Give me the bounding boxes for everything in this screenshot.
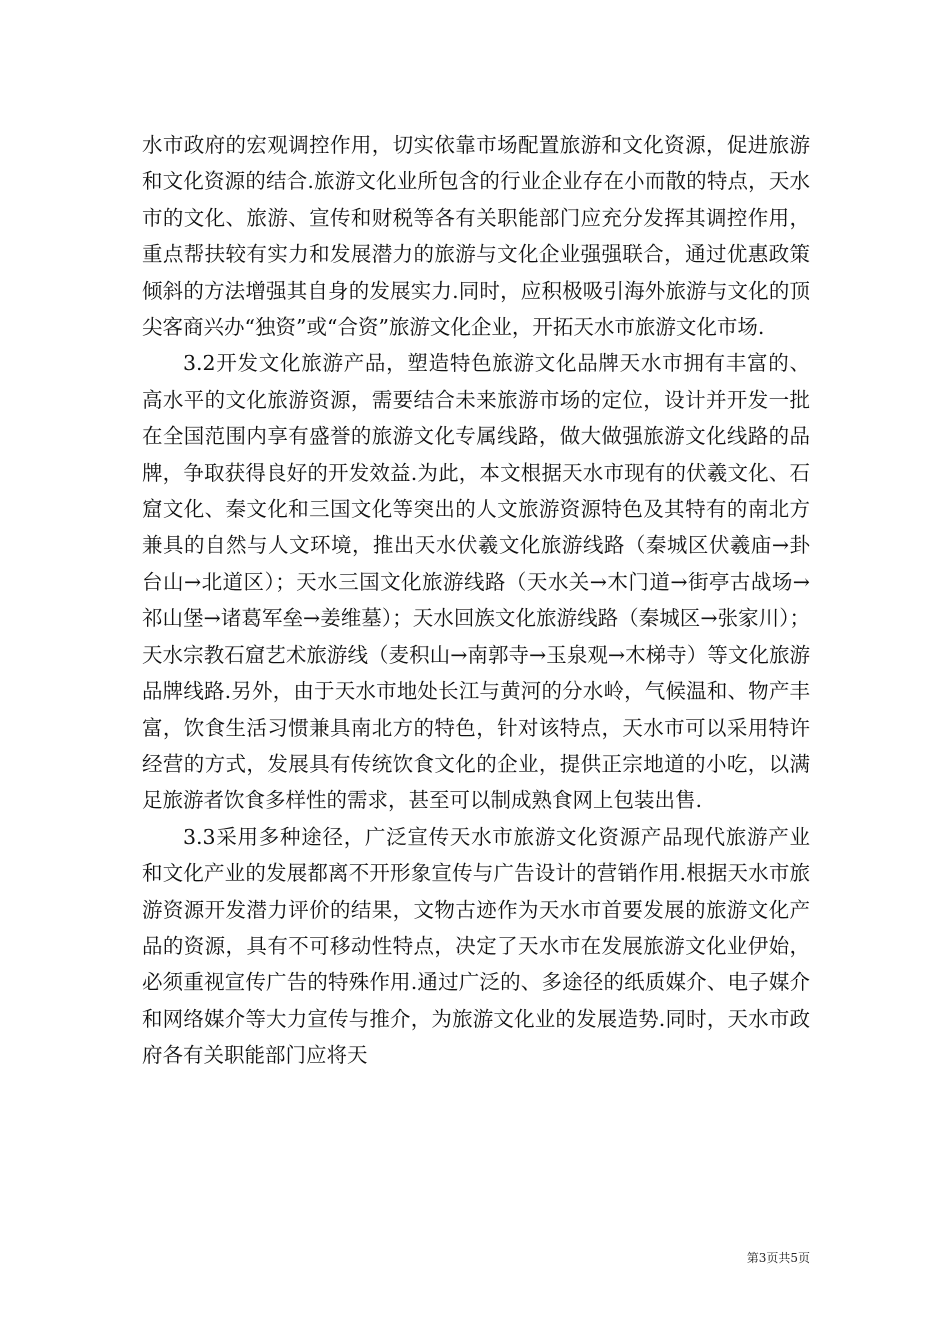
- document-body: [142, 127, 810, 1074]
- paragraph-section-3-3: 3.3采用多种途径，广泛宣传天水市旅游文化资源产品现代旅游产业和文化产业的发展都离不开形象宣传与广告设计的营销作用.根据天水市旅游资源开发潜力评价的结果，文物古迹作为天水市首要发展的旅游文化产品的资源，具有不可移动性特点，决定了天水市在发展旅游文化业伊始，必须重视宣传广告的特殊作用.通过广泛的、多途径的纸质媒介、电子媒介和网络媒介等大力宣传与推介，为旅游文化业的发展造势.同时，天水市政府各有关职能部门应将天: [142, 824, 810, 1068]
- paragraph-section-3-2: 3.2开发文化旅游产品，塑造特色旅游文化品牌天水市拥有丰富的、高水平的文化旅游资源，需要结合未来旅游市场的定位，设计并开发一批在全国范围内享有盛誉的旅游文化专属线路，做大做强旅游文化线路的品牌，争取获得良好的开发效益.为此，本文根据天水市现有的伏羲文化、石窟文化、秦文化和三国文化等突出的人文旅游资源特色及其特有的南北方兼具的自然与人文环境，推出天水伏羲文化旅游线路（秦城区伏羲庙→卦台山→北道区）；天水三国文化旅游线路（天水关→木门道→街亭古战场→祁山堡→诸葛军垒→姜维墓）；天水回族文化旅游线路（秦城区→张家川）；天水宗教石窟艺术旅游线（麦积山→南郭寺→玉泉观→木梯寺）等文化旅游品牌线路.另外，由于天水市地处长江与黄河的分水岭，气候温和、物产丰富，饮食生活习惯兼具南北方的特色，针对该特点，天水市可以采用特许经营的方式，发展具有传统饮食文化的企业，提供正宗地道的小吃，以满足旅游者饮食多样性的需求，甚至可以制成熟食网上包装出售.: [142, 351, 810, 813]
- paragraph-continuation: 水市政府的宏观调控作用，切实依靠市场配置旅游和文化资源，促进旅游和文化资源的结合.旅游文化业所包含的行业企业存在小而散的特点，天水市的文化、旅游、宣传和财税等各有关职能部门应充分发挥其调控作用，重点帮扶较有实力和发展潜力的旅游与文化企业强强联合，通过优惠政策倾斜的方法增强其自身的发展实力.同时，应积极吸引海外旅游与文化的顶尖客商兴办“独资”或“合资”旅游文化企业，开拓天水市旅游文化市场.: [142, 133, 810, 340]
- page-number-footer: 第3页共5页: [746, 1251, 810, 1265]
